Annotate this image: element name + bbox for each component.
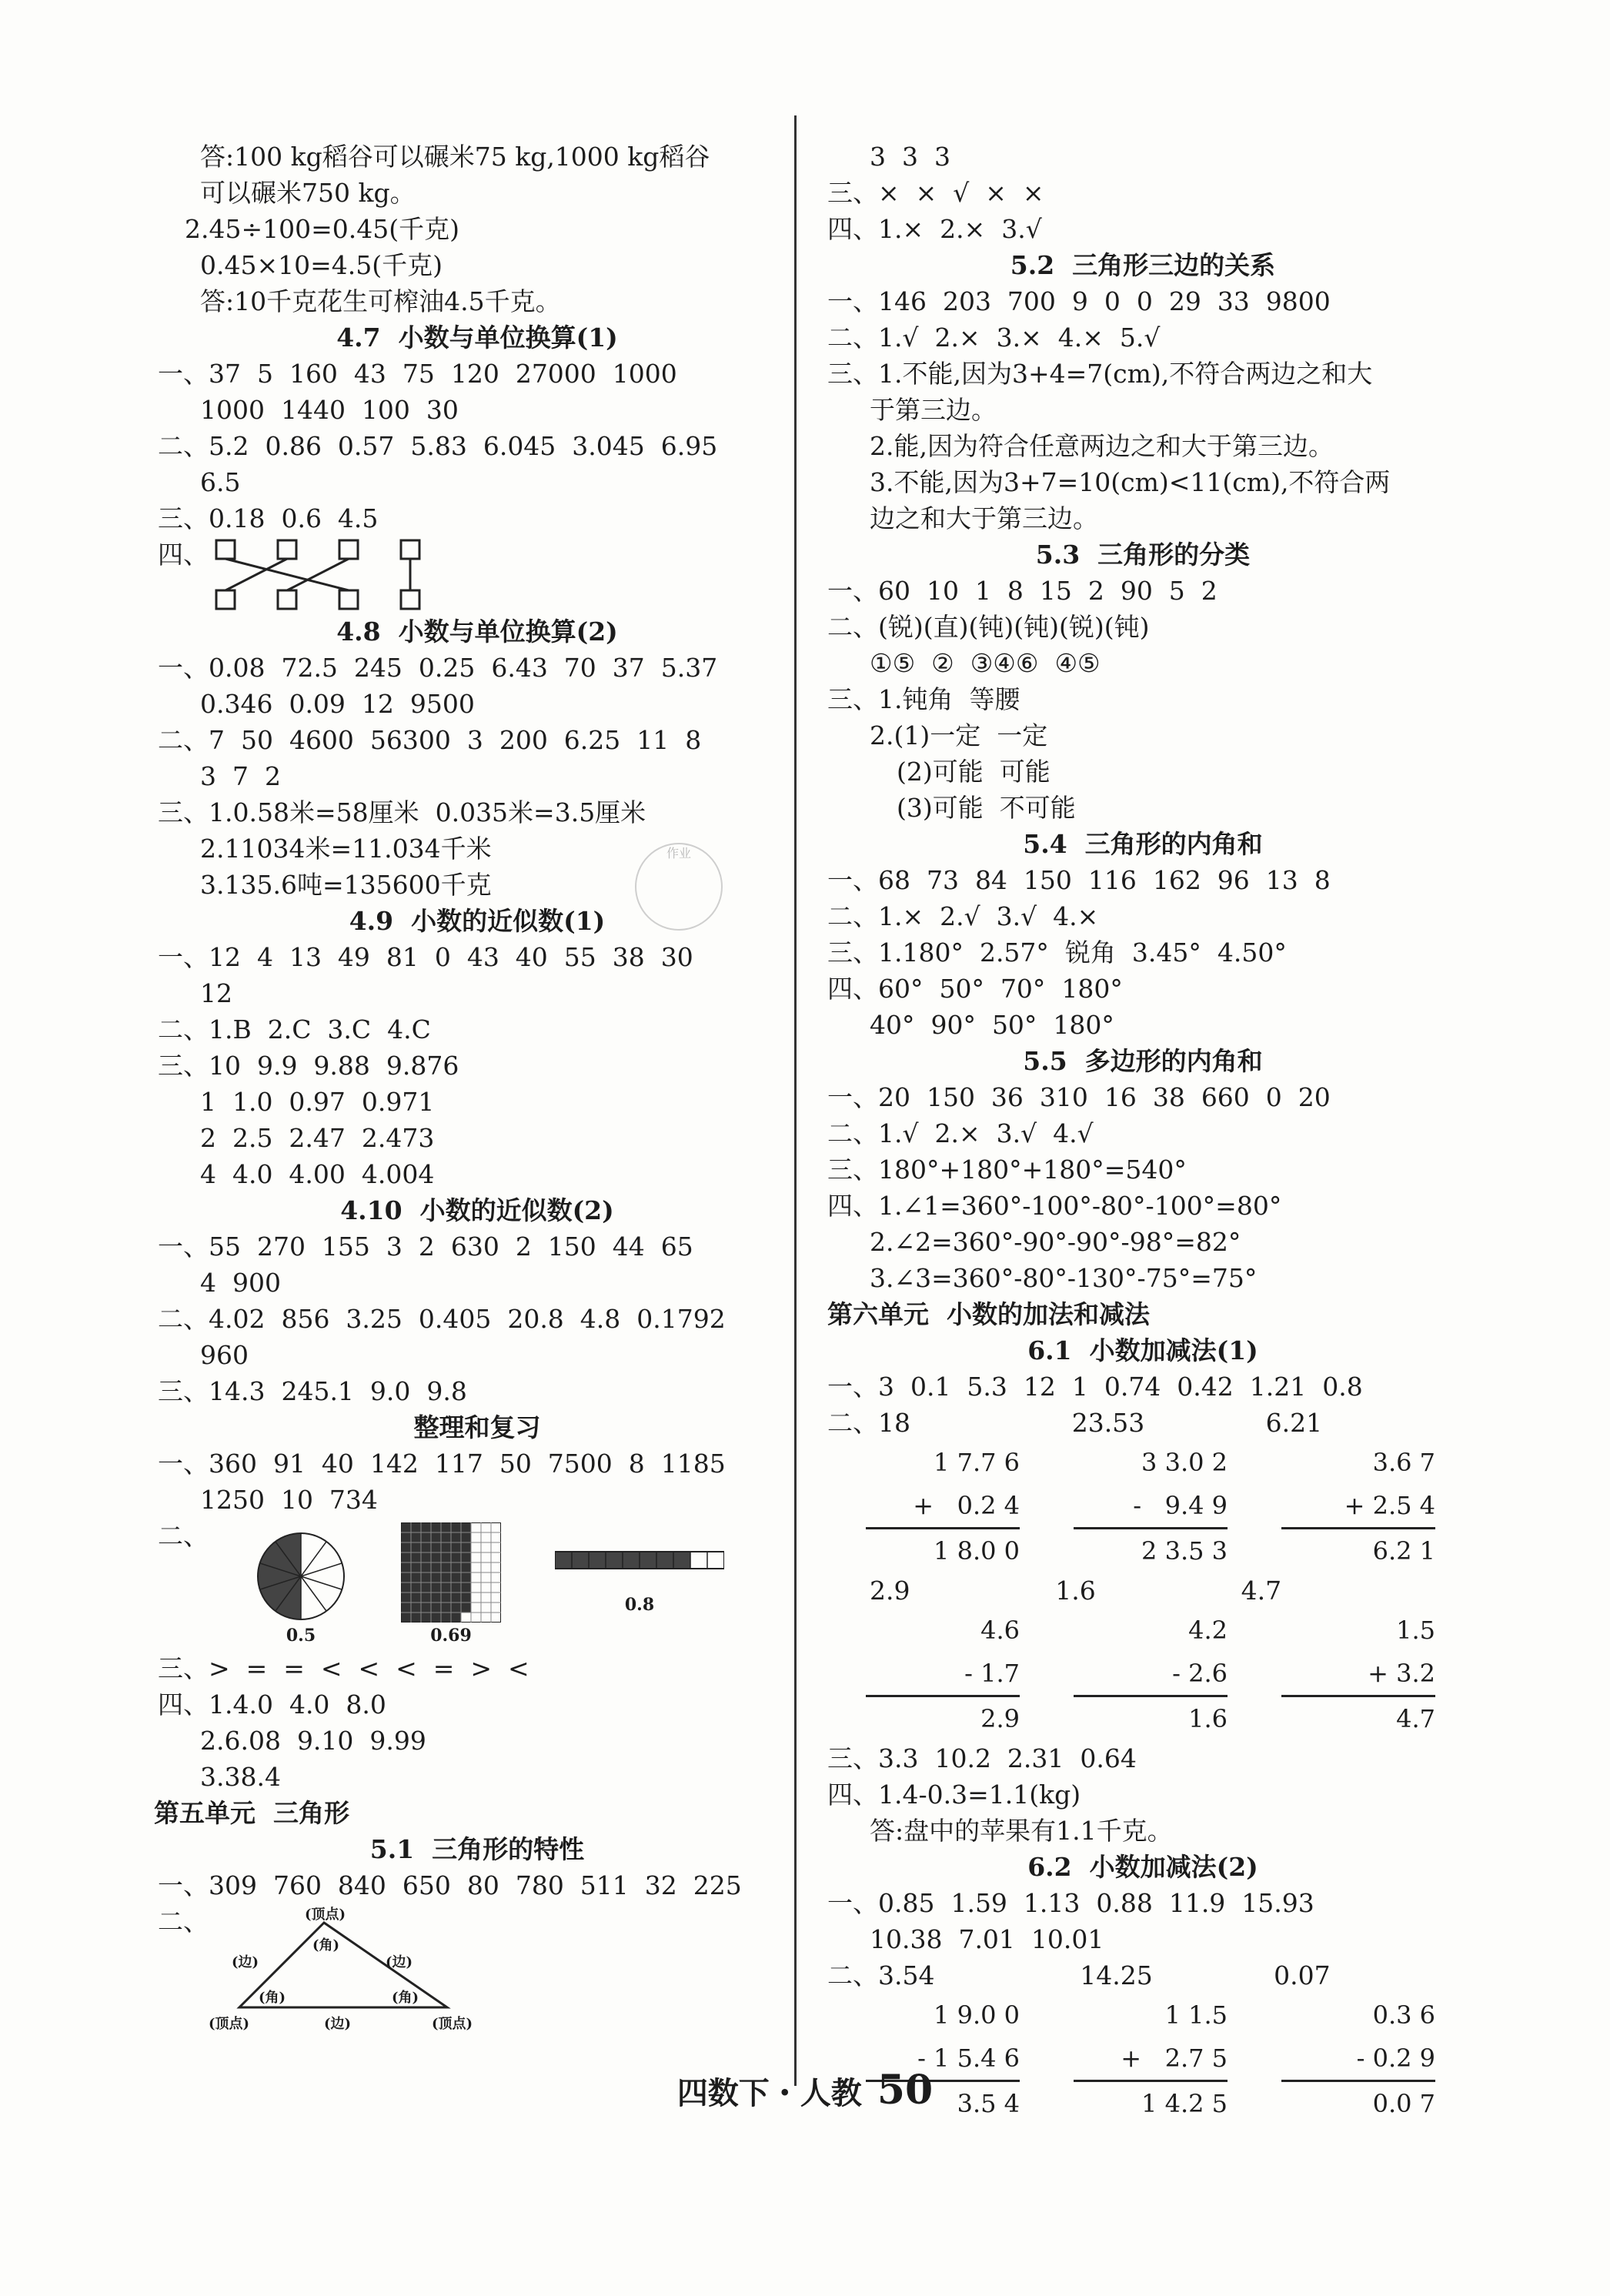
text-line: 可以碾米750 kg。 [200, 178, 416, 208]
text-line: 2.6.08 9.10 9.99 [200, 1726, 426, 1756]
unit-heading: 第五单元 三角形 [154, 1798, 349, 1828]
section-heading: 4.8 小数与单位换算(2) [336, 617, 618, 647]
calc-top: 0.3 6 [1372, 2000, 1435, 2030]
text-line: 2 2.5 2.47 2.473 [200, 1123, 435, 1153]
vertical-calc [866, 1441, 1020, 1572]
text-line: 一、360 91 40 142 117 50 7500 8 1185 [158, 1449, 726, 1479]
section-heading: 5.1 三角形的特性 [369, 1834, 585, 1864]
text-line: 2.能,因为符合任意两边之和大于第三边。 [870, 431, 1334, 461]
text-line: 0.45×10=4.5(千克) [200, 250, 443, 280]
section-heading: 6.1 小数加减法(1) [1027, 1335, 1258, 1365]
matching-row [158, 536, 797, 613]
calc-top: 3 3.0 2 [1141, 1448, 1228, 1477]
text-line: 二、7 50 4600 56300 3 200 6.25 11 8 [158, 725, 702, 755]
calc-top: 4.2 [1188, 1616, 1228, 1645]
vertical-calc [1074, 1609, 1228, 1740]
text-line: 二、3.54 14.25 0.07 [827, 1960, 1331, 1990]
text-line: 1250 10 734 [200, 1485, 378, 1515]
triangle-diagram [209, 1903, 486, 2034]
calc-result: 1 8.0 0 [866, 1527, 1020, 1572]
text-line: 一、55 270 155 3 2 630 2 150 44 65 [158, 1232, 693, 1262]
angle-label: (角) [259, 1990, 286, 2006]
text-line: 三、180°+180°+180°=540° [827, 1155, 1187, 1185]
text-line: 40° 90° 50° 180° [870, 1010, 1114, 1040]
page-footer [0, 2067, 1610, 2114]
bar-figure [555, 1549, 724, 1615]
right-column [827, 139, 1458, 2125]
text-line: 12 [200, 978, 232, 1008]
text-line: 一、146 203 700 9 0 0 29 33 9800 [827, 286, 1331, 316]
text-line: 二、 [158, 1907, 209, 1937]
calc-top: 1 1.5 [1164, 2000, 1228, 2030]
calc-top: 4.6 [980, 1616, 1020, 1645]
footer-label: 四数下・人教 [676, 2075, 862, 2111]
section-heading: 5.4 三角形的内角和 [1023, 829, 1263, 859]
text-line: 边之和大于第三边。 [870, 503, 1098, 533]
text-line: 二、18 23.53 6.21 [827, 1408, 1323, 1438]
calc-top: 1.5 [1396, 1616, 1435, 1645]
figure-caption: 0.69 [430, 1626, 472, 1646]
circle-figure [255, 1530, 347, 1646]
text-line: 一、20 150 36 310 16 38 660 0 20 [827, 1082, 1331, 1112]
section-heading: 5.2 三角形三边的关系 [1010, 250, 1276, 280]
fraction-figures [158, 1518, 797, 1650]
text-line: 3.135.6吨=135600千克 [200, 870, 492, 900]
text-line: ①⑤ ② ③④⑥ ④⑤ [870, 648, 1101, 678]
text-line: 三、× × √ × × [827, 178, 1044, 208]
vertical-arithmetic-row [827, 1441, 1458, 1572]
text-line: 三、1.180° 2.57° 锐角 3.45° 4.50° [827, 937, 1287, 968]
text-line: 四、1.∠1=360°-100°-80°-100°=80° [827, 1191, 1282, 1221]
page-number: 50 [877, 2067, 934, 2114]
text-line: 四、 [158, 540, 209, 570]
text-line: 二、1.√ 2.× 3.√ 4.√ [827, 1118, 1094, 1148]
calc-result: 2 3.5 3 [1074, 1527, 1228, 1572]
text-line: 答:100 kg稻谷可以碾米75 kg,1000 kg稻谷 [200, 142, 710, 172]
section-heading: 整理和复习 [413, 1412, 541, 1442]
text-line: 2.(1)一定 一定 [870, 720, 1048, 750]
side-label: (边) [232, 1954, 259, 1970]
calc-middle: + 2.7 5 [1121, 2044, 1228, 2073]
text-line: 1000 1440 100 30 [200, 395, 459, 425]
calc-top: 1 9.0 0 [934, 2000, 1020, 2030]
text-line: 6.5 [200, 467, 241, 497]
figure-caption: 0.8 [624, 1595, 655, 1615]
text-line: 1 1.0 0.97 0.971 [200, 1087, 435, 1117]
text-line: 一、37 5 160 43 75 120 27000 1000 [158, 359, 677, 389]
figure-caption: 0.5 [286, 1626, 316, 1646]
text-line: 960 [200, 1340, 249, 1370]
text-line: 3 3 3 [870, 142, 950, 172]
text-line: 2.11034米=11.034千米 [200, 834, 492, 864]
text-line: 三、10 9.9 9.88 9.876 [158, 1051, 459, 1081]
stamp-watermark [635, 843, 723, 931]
angle-label: (角) [392, 1990, 419, 2006]
calc-top: 3.6 7 [1372, 1448, 1435, 1477]
text-line: 一、3 0.1 5.3 12 1 0.74 0.42 1.21 0.8 [827, 1372, 1363, 1402]
calc-middle: - 9.4 9 [1133, 1491, 1228, 1520]
calc-middle: + 2.5 4 [1344, 1491, 1435, 1520]
text-line: 二、1.√ 2.× 3.× 4.× 5.√ [827, 323, 1161, 353]
triangle-row [158, 1903, 797, 2034]
vertical-calc [866, 1609, 1020, 1740]
side-label: (边) [324, 2016, 352, 2032]
vertical-arithmetic-row [827, 1609, 1458, 1740]
section-heading: 5.5 多边形的内角和 [1023, 1046, 1263, 1076]
calc-top: 1 7.7 6 [934, 1448, 1020, 1477]
text-line: (3)可能 不可能 [897, 793, 1076, 823]
section-heading: 6.2 小数加减法(2) [1027, 1852, 1258, 1882]
calc-result: 1.6 [1074, 1695, 1228, 1740]
text-line: 三、1.0.58米=58厘米 0.035米=3.5厘米 [158, 797, 646, 827]
text-line: 二、5.2 0.86 0.57 5.83 6.045 3.045 6.95 [158, 431, 718, 461]
calc-middle: - 1 5.4 6 [917, 2044, 1020, 2073]
text-line: 答:10千克花生可榨油4.5千克。 [200, 286, 561, 316]
side-label: (边) [386, 1954, 413, 1970]
section-heading: 5.3 三角形的分类 [1035, 540, 1251, 570]
text-line: 4 900 [200, 1268, 281, 1298]
text-line: (2)可能 可能 [897, 757, 1051, 787]
calc-result: 6.2 1 [1281, 1527, 1435, 1572]
vertex-label: (顶点) [209, 2016, 250, 2032]
text-line: 三、> = = < < < = > < [158, 1653, 529, 1683]
text-line: 三、0.18 0.6 4.5 [158, 503, 379, 533]
text-line: 四、60° 50° 70° 180° [827, 974, 1123, 1004]
calc-result: 0.0 7 [1281, 2080, 1435, 2125]
text-line: 一、309 760 840 650 80 780 511 32 225 [158, 1870, 742, 1900]
text-line: 三、1.不能,因为3+4=7(cm),不符合两边之和大 [827, 359, 1373, 389]
text-line: 4 4.0 4.00 4.004 [200, 1159, 435, 1189]
text-line: 三、14.3 245.1 9.0 9.8 [158, 1376, 467, 1406]
vertex-label: (顶点) [432, 2016, 473, 2032]
text-line: 三、1.钝角 等腰 [827, 684, 1020, 714]
text-line: 二、(锐)(直)(钝)(钝)(锐)(钝) [827, 612, 1150, 642]
text-line: 一、68 73 84 150 116 162 96 13 8 [827, 865, 1331, 895]
calc-middle: + 3.2 [1368, 1659, 1435, 1688]
text-line: 3.∠3=360°-80°-130°-75°=75° [870, 1263, 1258, 1293]
text-line: 一、12 4 13 49 81 0 43 40 55 38 30 [158, 942, 693, 972]
grid-figure [401, 1522, 501, 1646]
calc-result: 3.5 4 [866, 2080, 1020, 2125]
text-line: 四、1.4-0.3=1.1(kg) [827, 1780, 1081, 1810]
section-heading: 4.10 小数的近似数(2) [340, 1195, 614, 1225]
text-line: 四、1.× 2.× 3.√ [827, 214, 1042, 244]
text-line: 二、1.× 2.√ 3.√ 4.× [827, 901, 1099, 931]
unit-heading: 第六单元 小数的加法和减法 [827, 1299, 1150, 1329]
figure-row [209, 1522, 724, 1646]
matching-diagram [209, 536, 439, 613]
stamp-text: 作业 [666, 846, 691, 861]
calc-result: 4.7 [1281, 1695, 1435, 1740]
vertical-calc [1281, 1609, 1435, 1740]
vertical-calc [1074, 1441, 1228, 1572]
text-line: 答:盘中的苹果有1.1千克。 [870, 1816, 1173, 1846]
calc-middle: - 2.6 [1172, 1659, 1228, 1688]
text-line: 一、60 10 1 8 15 2 90 5 2 [827, 576, 1218, 606]
vertex-label: (顶点) [305, 1907, 346, 1923]
text-line: 四、1.4.0 4.0 8.0 [158, 1689, 386, 1719]
text-line: 2.9 1.6 4.7 [870, 1576, 1282, 1606]
text-line: 于第三边。 [870, 395, 997, 425]
text-line: 3 7 2 [200, 761, 281, 791]
text-line: 一、0.85 1.59 1.13 0.88 11.9 15.93 [827, 1888, 1314, 1918]
vertical-calc [1281, 1441, 1435, 1572]
text-line: 二、 [158, 1521, 209, 1551]
text-line: 0.346 0.09 12 9500 [200, 689, 475, 719]
angle-label: (角) [312, 1937, 340, 1953]
text-line: 二、4.02 856 3.25 0.405 20.8 4.8 0.1792 [158, 1304, 726, 1334]
text-line: 三、3.3 10.2 2.31 0.64 [827, 1743, 1137, 1773]
text-line: 2.∠2=360°-90°-90°-98°=82° [870, 1227, 1241, 1257]
calc-result: 1 4.2 5 [1074, 2080, 1228, 2125]
text-line: 二、1.B 2.C 3.C 4.C [158, 1014, 431, 1044]
text-line: 3.38.4 [200, 1762, 281, 1792]
section-heading: 4.7 小数与单位换算(1) [336, 323, 618, 353]
text-line: 2.45÷100=0.45(千克) [185, 214, 459, 244]
calc-middle: - 0.2 9 [1356, 2044, 1435, 2073]
text-line: 3.不能,因为3+7=10(cm)<11(cm),不符合两 [870, 467, 1391, 497]
text-line: 一、0.08 72.5 245 0.25 6.43 70 37 5.37 [158, 653, 718, 683]
section-heading: 4.9 小数的近似数(1) [349, 906, 606, 936]
calc-middle: - 1.7 [964, 1659, 1020, 1688]
calc-result: 2.9 [866, 1695, 1020, 1740]
calc-middle: + 0.2 4 [913, 1491, 1020, 1520]
left-column [154, 139, 797, 2034]
text-line: 10.38 7.01 10.01 [870, 1924, 1104, 1954]
